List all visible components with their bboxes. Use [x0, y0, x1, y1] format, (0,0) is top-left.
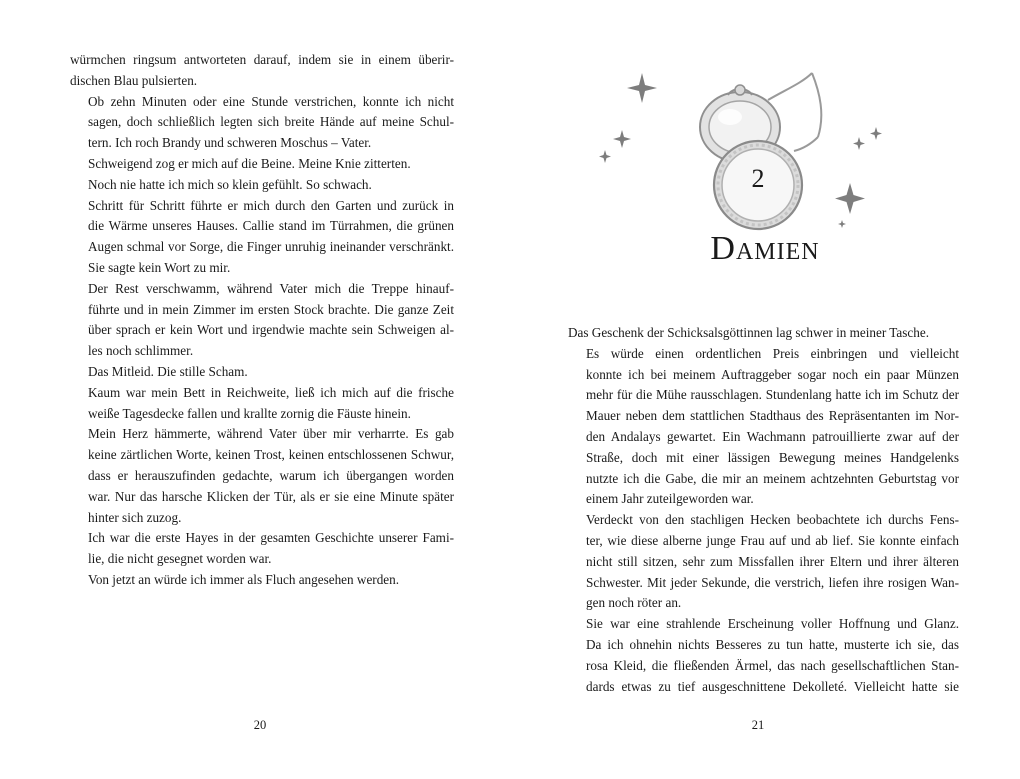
- text-line: Straße, doch mit einer lässigen Bewegung meines Handgelenks: [586, 449, 959, 465]
- text-line: war. Nur das harsche Klicken der Tür, als er sie eine Minute später: [88, 488, 454, 504]
- left-page-body: [70, 50, 454, 591]
- text-line: nutzte ich die Gabe, die mir an meinem achtzehnten Geburtstag vor: [586, 470, 959, 486]
- text-line: den Andalays gewartet. Ein Wachmann patrouillierte zwar auf der: [586, 428, 959, 444]
- text-line: dards etwas zu tief ausgeschnittene Dekolleté. Vielleicht hatte sie: [586, 678, 959, 694]
- page-number-right: 21: [751, 718, 765, 732]
- text-line: Schritt für Schritt führte er mich durch den Garten und zurück in: [88, 197, 454, 213]
- text-line: mehr für die Mühe rausschlagen. Stundenlang hatte ich im Schutz der: [586, 387, 959, 403]
- right-page: [510, 0, 1020, 779]
- text-line: Das Mitleid. Die stille Scham.: [88, 363, 248, 379]
- text-line: die Wärme unseres Hauses. Callie stand im Türrahmen, die grünen: [88, 218, 454, 234]
- text-line: Schweigend zog er mich auf die Beine. Meine Knie zitterten.: [88, 155, 411, 171]
- text-line: führte und in mein Zimmer im ersten Stock brachte. Die ganze Zeit: [88, 301, 454, 317]
- text-line: keine zärtlichen Worte, keinen Trost, keinen entschlossenen Schwur,: [88, 447, 454, 463]
- paragraph: [70, 196, 454, 279]
- text-line: nicht still sitzen, sehr zum Missfallen ihrer Eltern und ihrer älteren: [586, 553, 959, 569]
- text-line: ter, wie diese alberne junge Frau auf und ab lief. Sie konnte einfach: [586, 532, 959, 548]
- paragraph: [70, 92, 454, 154]
- text-line: Mein Herz hämmerte, während Vater über mir verharrte. Es gab: [88, 426, 454, 442]
- text-line: konnte ich bei meinem Auftraggeber sogar noch ein paar Münzen: [586, 366, 959, 382]
- text-line: gen noch röter an.: [586, 595, 682, 611]
- paragraph: [568, 344, 959, 510]
- text-line: Es würde einen ordentlichen Preis einbringen und vielleicht: [586, 345, 959, 361]
- text-line: weiße Tagesdecke fallen und krallte zornig die Fäuste hinein.: [88, 405, 411, 421]
- text-line: Von jetzt an würde ich immer als Fluch angesehen werden.: [88, 571, 400, 587]
- paragraph: [568, 323, 959, 344]
- text-line: sagen, doch schließlich legten sich breite Hände auf meine Schul-: [88, 114, 454, 130]
- text-line: einem Jahr zuteilgeworden war.: [586, 491, 754, 507]
- text-line: rosa Kleid, die fließenden Ärmel, das nach gesellschaftlichen Stan-: [586, 657, 959, 673]
- text-line: Sie war eine strahlende Erscheinung voller Hoffnung und Glanz.: [586, 616, 959, 632]
- text-line: Da ich ohnehin nichts Besseres zu tun hatte, musterte ich sie, das: [586, 636, 959, 652]
- text-line: Sie sagte kein Wort zu mir.: [88, 259, 231, 275]
- text-line: hinter sich zuzog.: [88, 509, 182, 525]
- text-line: les noch schlimmer.: [88, 343, 194, 359]
- paragraph: [70, 528, 454, 570]
- paragraph: [70, 383, 454, 425]
- text-line: Der Rest verschwamm, während Vater mich die Treppe hinauf-: [88, 280, 454, 296]
- text-line: lie, die nicht gesegnet worden war.: [88, 551, 272, 567]
- text-line: Augen schmal vor Sorge, die Finger unruhig ineinander verschränkt.: [88, 239, 454, 255]
- text-line: Ich war die erste Hayes in der gesamten Geschichte unserer Fami-: [88, 530, 454, 546]
- paragraph: [568, 510, 959, 614]
- text-line: dass er herauszufinden gedachte, warum ich übergangen worden: [88, 467, 454, 483]
- text-line: Verdeckt von den stachligen Hecken beobachtete ich durchs Fens-: [586, 512, 959, 528]
- paragraph: [70, 570, 454, 591]
- text-line: tern. Ich roch Brandy und schweren Moschus – Vater.: [88, 135, 372, 151]
- paragraph: [70, 279, 454, 362]
- text-line: Schwester. Mit jeder Sekunde, die verstrich, liefen ihre rosigen Wan-: [586, 574, 959, 590]
- paragraph: [70, 424, 454, 528]
- text-line: Das Geschenk der Schicksalsgöttinnen lag schwer in meiner Tasche.: [568, 325, 930, 340]
- paragraph: [568, 614, 959, 697]
- chapter-title: Damien: [710, 230, 820, 267]
- paragraph: [70, 154, 454, 175]
- chapter-number: 2: [751, 164, 765, 193]
- paragraph: [70, 175, 454, 196]
- text-line: über sprach er kein Wort und irgendwie machte sein Schweigen al-: [88, 322, 454, 338]
- text-line: Kaum war mein Bett in Reichweite, ließ ich mich auf die frische: [88, 384, 454, 400]
- paragraph: [70, 362, 454, 383]
- right-page-body: [568, 323, 959, 697]
- paragraph: [70, 50, 454, 92]
- text-line: Ob zehn Minuten oder eine Stunde verstrichen, konnte ich nicht: [88, 93, 454, 109]
- page-number-left: 20: [253, 718, 267, 732]
- text-line: dischen Blau pulsierten.: [70, 72, 198, 88]
- text-line: Mauer neben dem stattlichen Stadthaus des Repräsentanten im Nor-: [586, 408, 959, 424]
- text-line: Noch nie hatte ich mich so klein gefühlt. So schwach.: [88, 176, 372, 192]
- text-line: würmchen ringsum antworteten darauf, indem sie in einem überir-: [70, 52, 454, 67]
